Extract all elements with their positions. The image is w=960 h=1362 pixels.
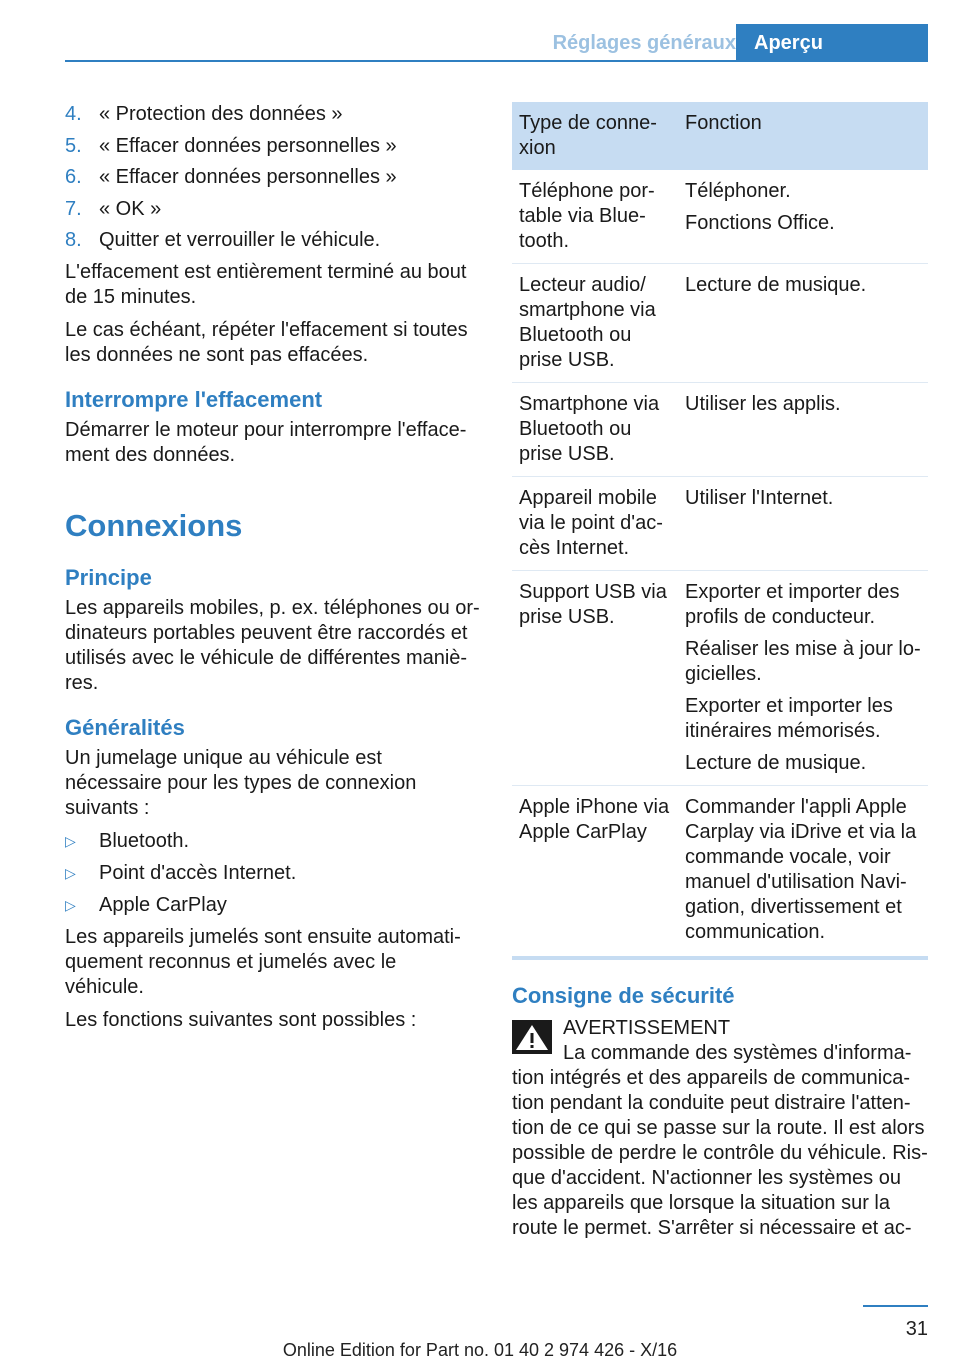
cell-function	[678, 571, 928, 786]
cell-type: Téléphone por‐table via Blue‐tooth.	[512, 170, 678, 264]
function-line: Utiliser les applis.	[685, 393, 841, 415]
warning-block	[512, 1016, 928, 1241]
step-text: « Effacer données personnelles »	[99, 134, 397, 157]
paragraph-auto-pairing: Les appareils jumelés sont ensuite automati‐quement reconnus et jumelés avec le véhicule.	[65, 925, 461, 998]
step-number: 5.	[65, 134, 82, 157]
step-number: 6.	[65, 166, 82, 188]
step-text: « Effacer données personnelles »	[99, 166, 397, 188]
table-row	[512, 477, 928, 571]
interrupt-heading: Interrompre l'effacement	[65, 386, 323, 412]
cell-type: Support USB via prise USB.	[512, 571, 678, 786]
list-item	[65, 893, 480, 918]
warning-first-line: La commande des systèmes d'informa‐	[563, 1042, 912, 1064]
cell-function	[678, 264, 928, 383]
principe-text: Les appareils mobiles, p. ex. téléphones ou or‐dinateurs portables peuvent être raccordés et utilisés avec le véhicule de différentes maniè‐res.	[65, 596, 480, 694]
list-item	[65, 861, 480, 886]
cell-function	[678, 383, 928, 477]
header-tab: Aperçu	[736, 24, 928, 62]
list-item	[65, 829, 480, 854]
right-column	[512, 102, 928, 1241]
paragraph-completion: L'effacement est entièrement terminé au bout de 15 minutes.	[65, 260, 467, 308]
step-text: « OK »	[99, 197, 162, 220]
step-number: 8.	[65, 229, 82, 251]
warning-text: tion intégrés et des appareils de communica‐tion pendant la conduite peut distraire l'atten‐tion de ce qui se passe sur la route. Il est alors possible de perdre le contrôle du véhicule. Ris‐que d'accident. N'actionner les systèmes ou les appareils que lorsque la situation sur la route le permet. S'arrêter si nécessaire et ac‐	[512, 1067, 928, 1239]
table-row	[512, 571, 928, 786]
list-item	[65, 165, 480, 190]
table-header-row	[512, 102, 928, 170]
cell-type: Apple iPhone via Apple CarPlay	[519, 796, 670, 843]
triangle-bullet-icon: ▷	[65, 832, 76, 849]
principe-heading: Principe	[65, 564, 152, 590]
step-text: Quitter et verrouiller le véhicule.	[99, 229, 381, 251]
step-number: 7.	[65, 197, 82, 220]
column-header-type: Type de conne‐xion	[512, 102, 678, 170]
function-line: Lecture de musique.	[685, 752, 867, 774]
bullet-text: Bluetooth.	[99, 829, 190, 852]
list-item	[65, 228, 480, 253]
connexions-title: Connexions	[65, 507, 243, 543]
table-row	[512, 170, 928, 264]
function-line: Téléphoner.	[685, 180, 791, 202]
function-line: Utiliser l'Internet.	[685, 487, 834, 509]
function-line: Réaliser les mise à jour lo‐gicielles.	[685, 638, 921, 685]
paragraph-repeat: Le cas échéant, répéter l'effacement si toutes les données ne sont pas effacées.	[65, 318, 468, 366]
table-bottom-rule	[512, 956, 928, 960]
table-row	[512, 264, 928, 383]
column-header-function: Fonction	[678, 102, 928, 170]
interrupt-text: Démarrer le moteur pour interrompre l'efface‐ment des données.	[65, 418, 467, 466]
bullet-text: Apple CarPlay	[99, 893, 227, 916]
warning-triangle-icon	[512, 1020, 552, 1054]
steps-list	[65, 102, 480, 253]
list-item	[65, 134, 480, 159]
triangle-bullet-icon: ▷	[65, 864, 76, 881]
step-number: 4.	[65, 103, 82, 125]
table-row	[512, 383, 928, 477]
page-number: 31	[905, 1318, 928, 1340]
cell-type: Lecteur audio/ smartphone via Bluetooth ou prise USB.	[512, 264, 678, 383]
cell-type: Smartphone via Bluetooth ou prise USB.	[512, 383, 678, 477]
safety-heading: Consigne de sécurité	[512, 983, 735, 1008]
page-header	[65, 24, 928, 62]
function-line: Exporter et importer les itinéraires mémorisés.	[685, 695, 893, 742]
generalites-text: Un jumelage unique au véhicule est nécessaire pour les types de connexion suivants :	[65, 746, 417, 819]
footer-edition: Online Edition for Part no. 01 40 2 974 426 - X/16	[282, 1340, 678, 1360]
function-line: Commander l'appli Apple Carplay via iDrive et via la commande vocale, voir manuel d'utilisation Navi‐gation, divertissement et communication.	[685, 796, 917, 943]
step-text: « Protection des données »	[99, 103, 343, 125]
generalites-heading: Généralités	[65, 714, 185, 740]
table-row	[512, 786, 928, 955]
connection-types-list	[65, 829, 480, 918]
connections-table	[512, 102, 928, 954]
list-item	[65, 197, 480, 222]
header-section-title: Réglages généraux	[552, 32, 736, 54]
function-line: Exporter et importer des profils de conducteur.	[685, 581, 900, 628]
bullet-text: Point d'accès Internet.	[99, 861, 297, 884]
cell-function	[678, 477, 928, 571]
paragraph-functions-intro: Les fonctions suivantes sont possibles :	[65, 1008, 417, 1031]
cell-function	[678, 170, 928, 264]
triangle-bullet-icon: ▷	[65, 896, 76, 913]
function-line: Lecture de musique.	[685, 274, 867, 296]
list-item	[65, 102, 480, 127]
function-line: Fonctions Office.	[685, 212, 835, 234]
cell-function	[678, 786, 928, 955]
header-rule	[65, 60, 928, 62]
footer-rule	[863, 1305, 928, 1307]
left-column	[65, 102, 480, 1041]
warning-label: AVERTISSEMENT	[563, 1017, 731, 1039]
cell-type: Appareil mobile via le point d'ac‐cès Internet.	[512, 477, 678, 571]
